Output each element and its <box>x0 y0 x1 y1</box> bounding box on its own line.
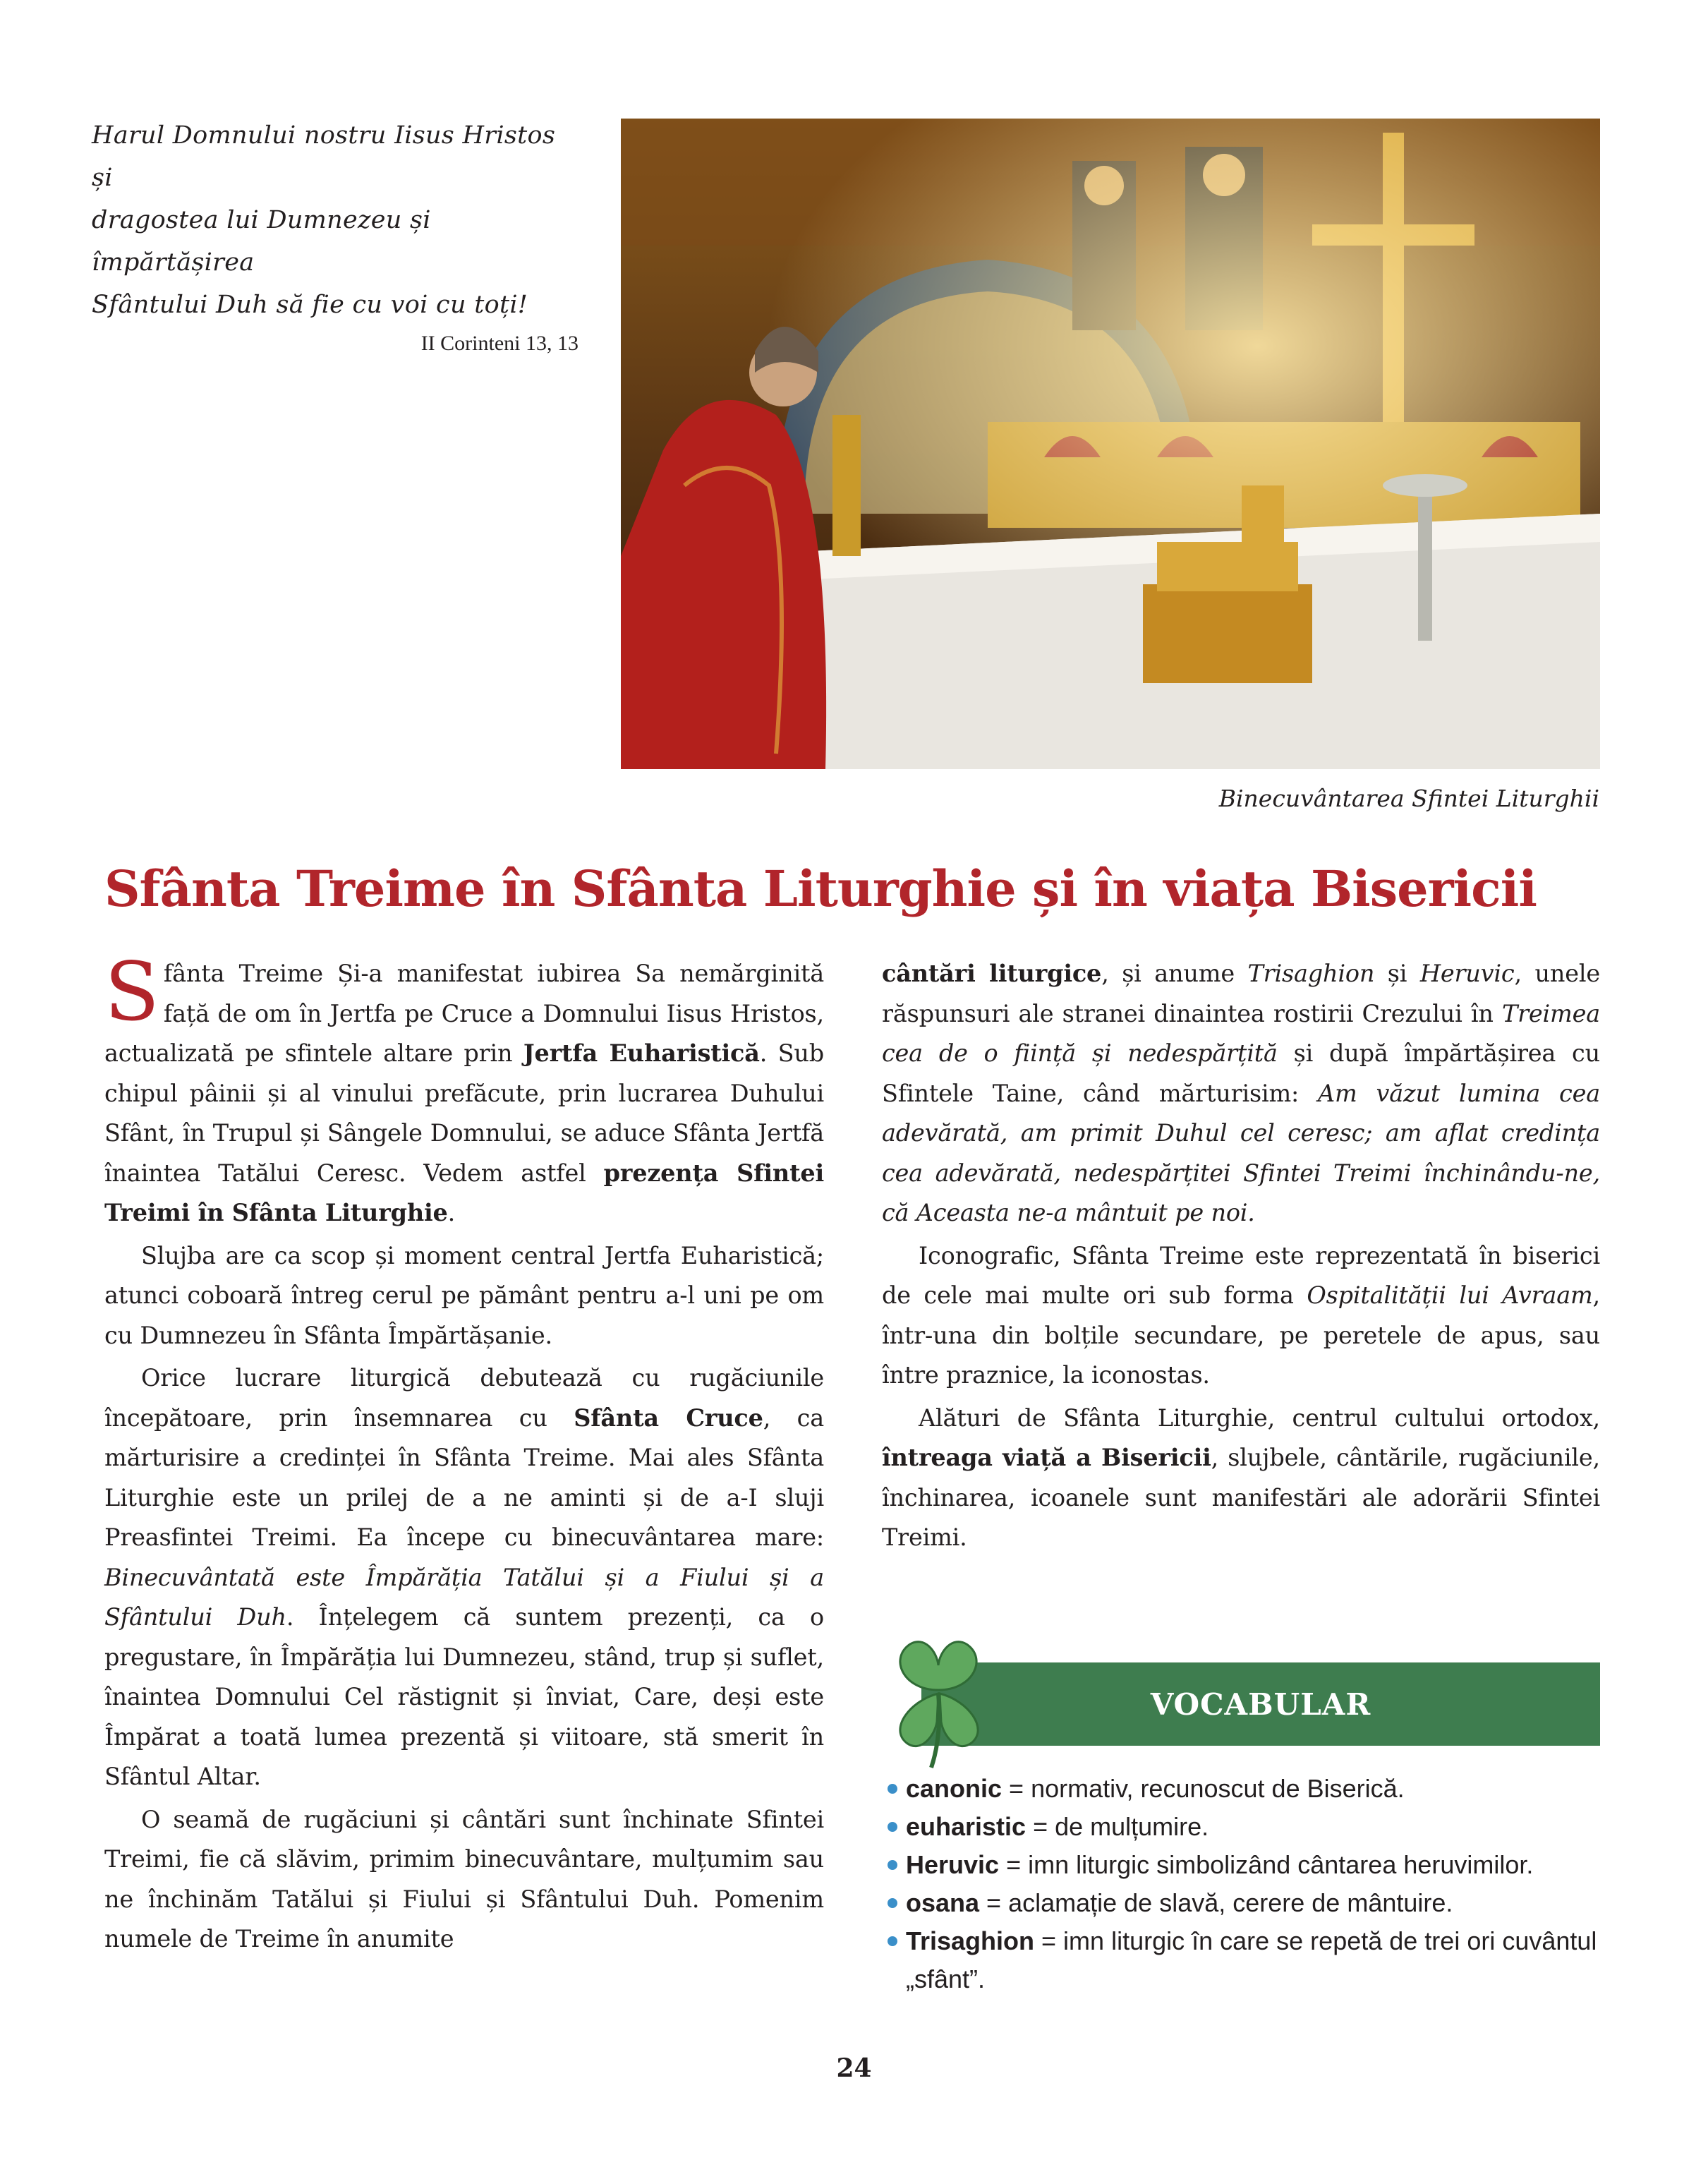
liturgy-photo <box>621 119 1600 769</box>
italic-term: Heruvic <box>1419 960 1515 987</box>
list-item <box>888 1846 1600 1884</box>
text-run: . Sub chipul pâinii și al vinului prefăcute, prin lucrarea Duhului Sfânt, în Trupul și Sângele Domnului, se aduce Sfânta Jertfă înaintea Tatălui Ceresc. Vedem astfel <box>104 1039 824 1187</box>
vocab-term: canonic <box>906 1774 1003 1803</box>
text-run: și după împărtășirea cu Sfintele Taine, când mărturisim: <box>882 1039 1600 1107</box>
left-column <box>104 945 824 1962</box>
vocab-term: euharistic <box>906 1812 1026 1841</box>
text-run: , ca mărturisire a credinței în Sfânta Treime. Mai ales Sfânta Liturghie este un prilej de a ne aminti și de a-I sluji Preasfintei Treimi. Ea începe cu binecuvântarea mare: <box>104 1404 824 1551</box>
bold-term: Sfânta Cruce <box>574 1404 763 1432</box>
vocabulary-heading: VOCABULAR <box>921 1662 1600 1746</box>
paragraph <box>104 945 824 1233</box>
vocabulary-list <box>888 1770 1600 1998</box>
drop-cap: S <box>104 945 159 1039</box>
text-run: , slujbele, cântările, rugăciunile, închinarea, icoanele sunt manifestări ale adorării Sfintei Treimi. <box>882 1444 1600 1551</box>
list-item <box>888 1808 1600 1846</box>
text-run: fânta Treime Și-a manifestat iubirea Sa nemărginită față de om în Jertfa pe Cruce a Domnului Iisus Hristos, actualizată pe sfintele altare prin <box>104 960 824 1067</box>
quote-line: dragostea lui Dumnezeu și împărtășirea <box>92 206 431 277</box>
photo-illustration <box>621 119 1600 769</box>
vocab-definition: = normativ, recunoscut de Biserică. <box>1002 1774 1405 1803</box>
text-run: , unele răspunsuri ale stranei dinaintea rostirii Crezului în <box>882 960 1600 1027</box>
vocab-term: Trisaghion <box>906 1926 1035 1955</box>
text-run: Alături de Sfânta Liturghie, centrul cultului ortodox, <box>919 1404 1600 1432</box>
text-run: și <box>1374 960 1420 987</box>
italic-quote: Am văzut lumina cea adevărată, am primit Duhul cel ceresc; am aflat credința cea adevărată, nedespărțitei Sfintei Treimi închinându-ne, că Aceasta ne-a mântuit pe noi. <box>882 1079 1600 1226</box>
paragraph: O seamă de rugăciuni și cântări sunt închinate Sfintei Treimi, fie că slăvim, primim binecuvântare, mulțumim sau ne închinăm Tatălui și Fiului și Sfântului Duh. Pomenim numele de Treime în anumite <box>104 1805 824 1952</box>
text-run: . Înțelegem că suntem prezenți, ca o pregustare, în Împărăția lui Dumnezeu, stând, trup și suflet, înaintea Domnului Cel răstignit și înviat, Care, deși este Împărat a toată lumea prezentă și viitoare, stă smerit în Sfântul Altar. <box>104 1603 824 1790</box>
vocab-definition: = imn liturgic simbolizând cântarea heruvimilor. <box>999 1850 1534 1879</box>
quote-line: Sfântului Duh să fie cu voi cu toți! <box>92 291 528 319</box>
paragraph <box>104 1358 824 1797</box>
quote-line: Harul Domnului nostru Iisus Hristos și <box>92 121 556 192</box>
bold-term: cântări liturgice <box>882 960 1102 987</box>
text-run: Iconografic, Sfânta Treime este reprezentată în biserici de cele mai multe ori sub forma <box>882 1241 1600 1309</box>
paragraph <box>882 1236 1600 1396</box>
vocab-term: osana <box>906 1888 980 1917</box>
bold-term: prezența Sfintei Treimi în Sfânta Liturghie <box>104 1159 824 1226</box>
photo-caption: Binecuvântarea Sfintei Liturghii <box>1218 785 1599 812</box>
list-item <box>888 1922 1600 1998</box>
vocab-definition: = aclamație de slavă, cerere de mântuire. <box>979 1888 1453 1917</box>
italic-term: Trisaghion <box>1247 960 1375 987</box>
list-item <box>888 1770 1600 1808</box>
paragraph <box>882 954 1600 1233</box>
list-item <box>888 1884 1600 1922</box>
vocab-definition: = imn liturgic în care se repetă de trei ori cuvântul „sfânt”. <box>906 1926 1597 1993</box>
text-run: Orice lucrare liturgică debutează cu rugăciunile începătoare, prin însemnarea cu <box>104 1364 824 1432</box>
paragraph <box>882 1399 1600 1558</box>
italic-term: Ospitalității lui Avraam <box>1307 1281 1593 1309</box>
epigraph-quote <box>92 114 579 356</box>
italic-quote: Binecuvântată este Împărăția Tatălui și a Fiului și a Sfântului Duh <box>104 1563 824 1631</box>
page-title: Sfânta Treime în Sfânta Liturghie și în viața Bisericii <box>104 859 1537 918</box>
text-run: , și anume <box>1101 960 1248 987</box>
quote-reference: II Corinteni 13, 13 <box>420 332 579 355</box>
quote-text <box>92 114 579 326</box>
page-number: 24 <box>836 2053 872 2083</box>
text-run: , într-una din bolțile secundare, pe peretele de apus, sau între praznice, la iconostas. <box>882 1281 1600 1389</box>
bold-term: Jertfa Euharistică <box>523 1039 760 1067</box>
clover-icon <box>875 1623 1002 1771</box>
vocab-definition: = de mulțumire. <box>1026 1812 1209 1841</box>
vocab-term: Heruvic <box>906 1850 1000 1879</box>
right-column <box>882 954 1600 1561</box>
bold-term: întreaga viață a Bisericii <box>882 1444 1211 1471</box>
text-run: . <box>447 1199 456 1226</box>
italic-term: Treimea cea de o ființă și nedespărțită <box>882 999 1600 1067</box>
paragraph: Slujba are ca scop și moment central Jertfa Euharistică; atunci coboară întreg cerul pe pământ pentru a-l uni pe om cu Dumnezeu în Sfânta Împărtășanie. <box>104 1241 824 1349</box>
